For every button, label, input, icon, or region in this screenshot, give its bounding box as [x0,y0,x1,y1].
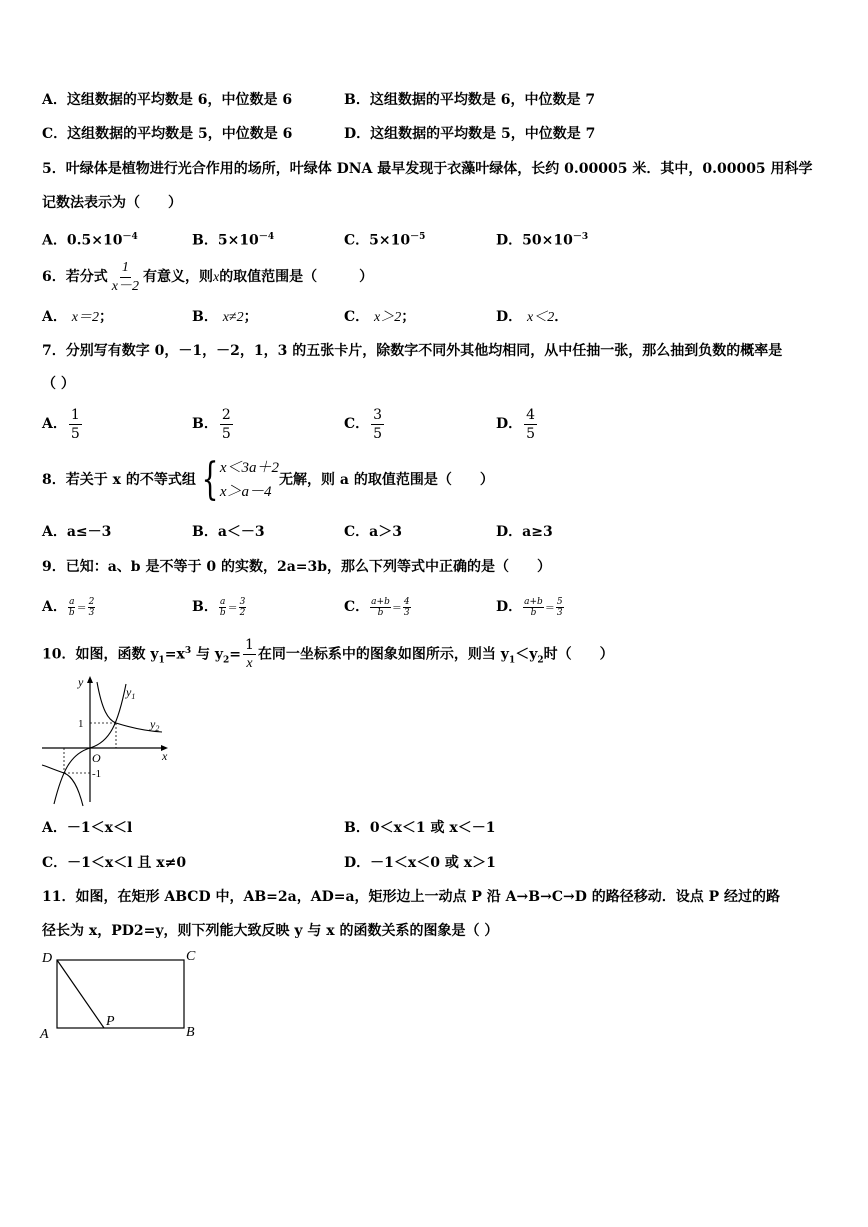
q8-stem-pre: 8．若关于 x 的不等式组 [42,472,196,488]
q6-stem-mid: 有意义，则 [142,269,213,285]
vertex-label-a: A [40,1027,49,1042]
equals-sign: ＝ [76,603,87,614]
q5-option-d [496,227,588,251]
subscript: 2 [223,655,230,666]
option-label: C． [344,599,370,615]
fraction-denominator: 5 [373,425,383,442]
q10-stem-pre: 10．如图，函数 y [42,646,159,663]
q6-option-b [192,307,258,328]
q7-stem-line1: 7．分别写有数字 0，－1，－2，1，3 的五张卡片，除数字不同外其他均相同，从中任抽一张，那么抽到负数的概率是 [42,343,783,359]
q6-option-c [344,307,415,328]
fraction-numerator: 1 [70,406,80,423]
option-right-fraction [239,597,247,618]
q6-stem [42,258,373,297]
option-exponent: －3 [572,232,589,242]
option-exponent: －4 [122,232,138,242]
option-end: ； [401,309,416,325]
curve-label-subscript: 1 [131,692,136,701]
equals-sign: ＝ [227,603,238,614]
brace-symbol: { [201,454,219,505]
vertex-label-b: B [186,1025,195,1040]
option-label: D． [496,416,523,432]
q10-stem [42,632,614,679]
option-label: C． [344,232,370,249]
q6-fraction [110,259,141,296]
q9-option-b [192,594,247,622]
q9-option-d [496,594,565,622]
fraction-numerator: 1 [120,259,131,278]
equals-sign: ＝ [544,603,555,614]
q5-stem-line2: 记数法表示为（ ） [42,195,182,211]
curve-label-letter: y [150,717,156,731]
fraction-numerator: a+b [371,596,390,607]
vertex-label-c: C [186,949,196,964]
option-exponent: －5 [410,232,426,242]
fraction-denominator: b [68,607,75,618]
inequality-row-1: x＜3a＋2 [219,460,280,476]
vertex-label-d: D [42,951,53,966]
option-label: A． [42,599,67,615]
q11-rectangle-figure [38,946,204,1044]
option-right-fraction [556,597,564,618]
option-expr: x＜2 [527,310,555,325]
q11-stem-line2: 径长为 x，PD2=y，则下列能大致反映 y 与 x 的函数关系的图象是（ ） [42,923,499,939]
fraction-numerator: 2 [221,406,231,423]
fraction-numerator: 3 [239,596,246,607]
q5-stem-line1: 5．叶绿体是植物进行光合作用的场所，叶绿体 DNA 最早发现于衣藻叶绿体，长约 0.00005 米．其中，0.00005 用科学 [42,161,813,177]
q7-option-a [42,404,84,444]
inequality-row-2: x＞a－4 [219,484,272,500]
q4-option-c: C．这组数据的平均数是 5，中位数是 6 [42,126,293,142]
option-label: D． [496,232,523,249]
rectangle-abcd [57,960,184,1028]
curve-label-letter: y [126,685,132,699]
y-axis-arrow [87,676,93,683]
subscript: 1 [508,655,516,666]
origin-label: O [92,751,101,765]
point-label-p: P [106,1014,115,1029]
q11-stem-line1: 11．如图，在矩形 ABCD 中，AB=2a，AD=a，矩形边上一动点 P 沿 A→B→C→D 的路径移动．设点 P 经过的路 [42,889,780,905]
option-fraction [524,406,537,443]
q9-option-a [42,594,96,622]
subscript: 2 [537,655,544,666]
fraction-denominator: 3 [403,607,410,618]
option-label: A． [42,232,67,249]
q9-option-c [344,594,412,622]
superscript: 3 [184,646,192,656]
fraction-numerator: 5 [556,596,563,607]
option-label: C． [344,309,370,325]
q10-option-c: C．－1＜x＜l 且 x≠0 [42,855,187,871]
q7-option-c [344,404,386,444]
q5-option-a [42,227,138,251]
fraction-denominator: 2 [239,607,246,618]
option-fraction [220,406,233,443]
q10-stem-part: 在同一坐标系中的图象如图所示，则当 y [257,646,509,663]
q10-function-graph [40,674,174,808]
option-label: B． [192,309,218,325]
fraction-denominator: 5 [70,425,80,442]
option-expr: x≠2 [222,310,244,325]
y-axis-label: y [78,675,84,689]
q8-stem-post: 无解，则 a 的取值范围是（ ） [279,472,494,488]
option-right-fraction [88,597,96,618]
option-label: C． [344,416,370,432]
curve-label-y2 [149,717,159,733]
fraction-numerator: 4 [526,406,536,423]
fraction-numerator: 4 [403,596,410,607]
option-label: A． [42,309,67,325]
q10-stem-part: = [229,646,241,663]
fraction-numerator: a [220,596,226,607]
q6-option-d [496,307,568,328]
q6-option-a [42,307,113,328]
option-value: 5×10 [217,232,259,249]
fraction-denominator: x [246,656,253,672]
q6-stem-post: 的取值范围是（ ） [219,269,374,285]
option-left-fraction [68,597,76,618]
option-fraction [371,406,384,443]
option-label: A． [42,416,67,432]
x-axis-label: x [162,749,168,763]
tick-label-neg-one: -1 [92,768,102,780]
option-end: ； [243,309,258,325]
equals-sign: ＝ [391,603,402,614]
option-fraction [69,406,82,443]
q4-option-a: A．这组数据的平均数是 6，中位数是 6 [42,92,293,108]
fraction-numerator: 1 [245,637,254,654]
curve-label-y1 [125,685,135,701]
option-expr: x＝2 [71,310,99,325]
q8-inequality-system [196,456,279,504]
fraction-denominator: 5 [221,425,231,442]
q5-option-b [192,227,274,251]
option-exponent: －4 [258,232,275,242]
fraction-denominator: x－2 [111,278,139,294]
q7-option-d [496,404,539,444]
fraction-numerator: a [69,596,75,607]
fraction-denominator: b [530,607,537,618]
fraction-numerator: 3 [373,406,383,423]
q6-variable: x [212,270,220,285]
option-expr: x＞2 [374,310,402,325]
option-left-fraction [523,597,544,618]
q10-option-d: D．－1＜x＜0 或 x＞1 [344,855,496,871]
option-value: 0.5×10 [66,232,123,249]
option-left-fraction [219,597,227,618]
q4-option-b: B．这组数据的平均数是 6，中位数是 7 [344,92,596,108]
option-value: 5×10 [369,232,411,249]
q8-stem [42,455,494,505]
q8-option-c: C．a＞3 [344,524,402,540]
option-label: B． [192,599,218,615]
curve-y2-hyperbola-neg [42,765,83,806]
fraction-denominator: 3 [88,607,95,618]
q10-stem-part: ＜y [515,646,538,663]
option-label: B． [192,232,218,249]
fraction-numerator: 2 [88,596,95,607]
segment-pd [57,960,104,1028]
option-label: D． [496,309,523,325]
q10-stem-post: 时（ ） [543,646,614,663]
fraction-denominator: b [219,607,226,618]
q10-stem-part: 与 y [191,646,223,663]
fraction-numerator: a+b [524,596,543,607]
q4-option-d: D．这组数据的平均数是 5，中位数是 7 [344,126,596,142]
option-right-fraction [403,597,411,618]
fraction-denominator: 5 [526,425,536,442]
tick-label-one: 1 [78,718,84,730]
q10-stem-part: =x [164,646,185,663]
q9-stem: 9．已知：a、b 是不等于 0 的实数，2a=3b，那么下列等式中正确的是（ ） [42,559,552,575]
option-label: B． [192,416,218,432]
subscript: 1 [158,655,165,666]
q7-option-b [192,404,235,444]
fraction-denominator: 3 [556,607,563,618]
option-end: ； [98,309,113,325]
q8-option-a: A．a≤－3 [42,524,112,540]
q6-stem-pre: 6．若分式 [42,269,108,285]
option-value: 50×10 [522,232,573,249]
q10-fraction [243,636,256,673]
q8-option-b: B．a＜－3 [192,524,265,540]
fraction-denominator: b [377,607,384,618]
option-left-fraction [370,597,391,618]
q8-option-d: D．a≥3 [496,524,553,540]
option-end: ． [554,309,569,325]
curve-label-subscript: 2 [155,724,160,733]
option-label: D． [496,599,523,615]
q10-option-b: B．0＜x＜1 或 x＜－1 [344,820,496,836]
q7-stem-line2: （ ） [42,376,75,392]
q10-option-a: A．－1＜x＜l [42,820,133,836]
q5-option-c [344,227,425,251]
